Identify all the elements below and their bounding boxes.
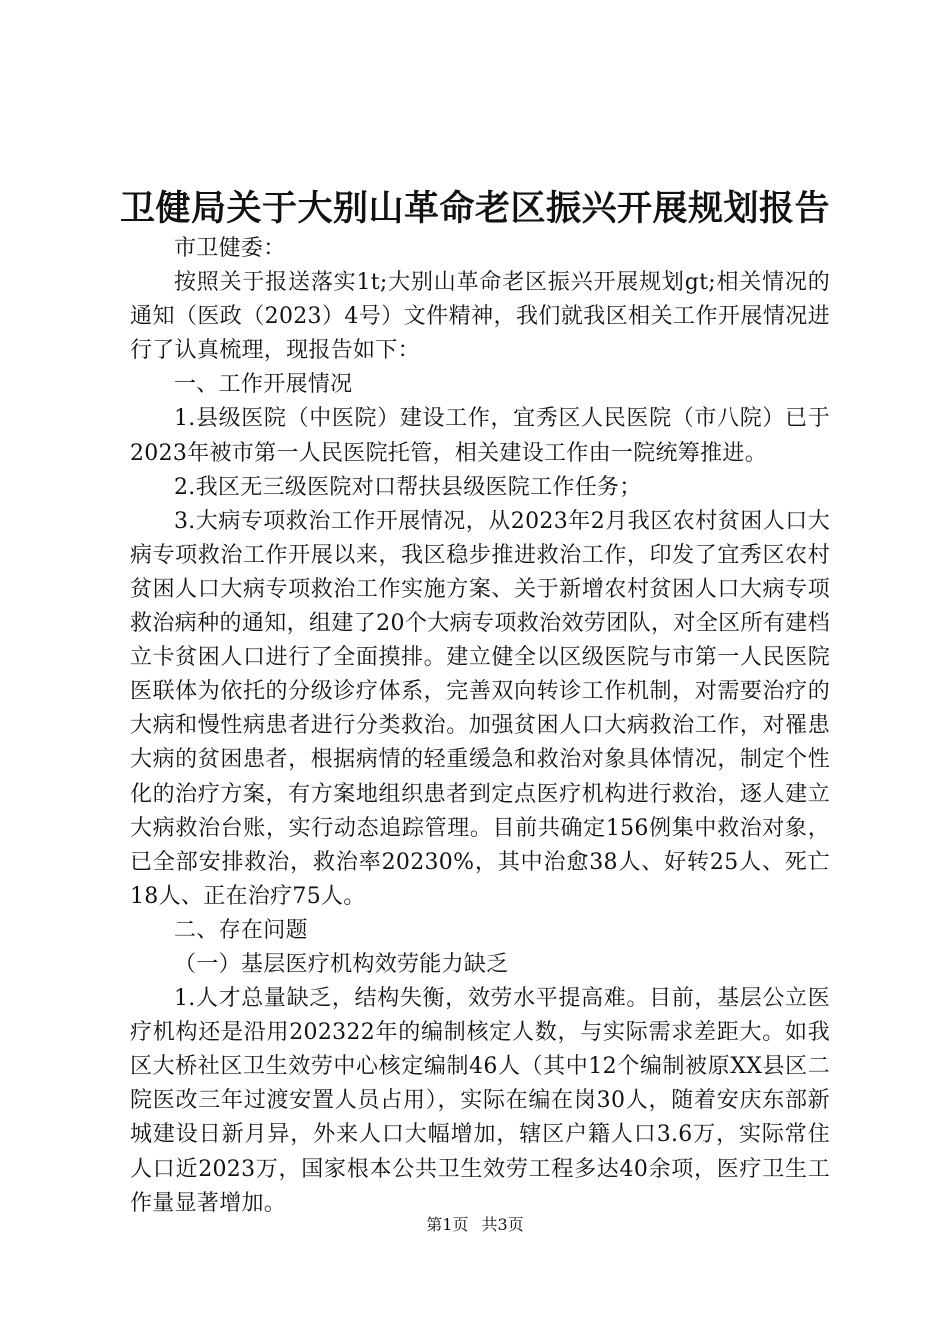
body-paragraph: 3.大病专项救治工作开展情况，从2023年2月我区农村贫困人口大病专项救治工作开展以来，我区稳步推进救治工作，印发了宜秀区农村贫困人口大病专项救治工作实施方案、关于新增农村贫困人口大病专项救治病种的通知，组建了20个大病专项救治效劳团队，对全区所有建档立卡贫困人口进行了全面摸排。建立健全以区级医院与市第一人民医院医联体为依托的分级诊疗体系，完善双向转诊工作机制，对需要治疗的大病和慢性病患者进行分类救治。加强贫困人口大病救治工作，对罹患大病的贫困患者，根据病情的轻重缓急和救治对象具体情况，制定个性化的治疗方案，有方案地组织患者到定点医疗机构进行救治，逐人建立大病救治台账，实行动态追踪管理。目前共确定156例集中救治对象，已全部安排救治，救治率20230%，其中治愈38人、好转25人、死亡18人、正在治疗75人。 <box>130 508 830 909</box>
page-count: 共3页 <box>481 1215 524 1234</box>
document-body <box>130 232 830 1221</box>
body-paragraph: 1.县级医院（中医院）建设工作，宜秀区人民医院（市八院）已于2023年被市第一人民医院托管，相关建设工作由一院统筹推进。 <box>130 406 830 466</box>
salutation: 市卫健委： <box>174 236 286 261</box>
body-paragraph: 1.人才总量缺乏，结构失衡，效劳水平提高难。目前，基层公立医疗机构还是沿用202322年的编制核定人数，与实际需求差距大。如我区大桥社区卫生效劳中心核定编制46人（其中12个编制被原XX县区二院医改三年过渡安置人员占用），实际在编在岗30人，随着安庆东部新城建设日新月异，外来人口大幅增加，辖区户籍人口3.6万，实际常住人口近2023万，国家根本公共卫生效劳工程多达40余项，医疗卫生工作量显著增加。 <box>130 986 830 1216</box>
page-number: 第1页 <box>426 1215 469 1234</box>
page-footer <box>0 1213 950 1237</box>
section-heading: 二、存在问题 <box>174 917 308 943</box>
section-heading: 一、工作开展情况 <box>174 372 353 398</box>
intro-paragraph: 按照关于报送落实1t;大别山革命老区振兴开展规划gt;相关情况的通知（医政（2023）4号）文件精神，我们就我区相关工作开展情况进行了认真梳理，现报告如下： <box>130 270 830 364</box>
subsection-heading: （一）基层医疗机构效劳能力缺乏 <box>174 951 509 977</box>
document-title: 卫健局关于大别山革命老区振兴开展规划报告 <box>119 189 830 229</box>
body-paragraph: 2.我区无三级医院对口帮扶县级医院工作任务； <box>174 474 642 500</box>
